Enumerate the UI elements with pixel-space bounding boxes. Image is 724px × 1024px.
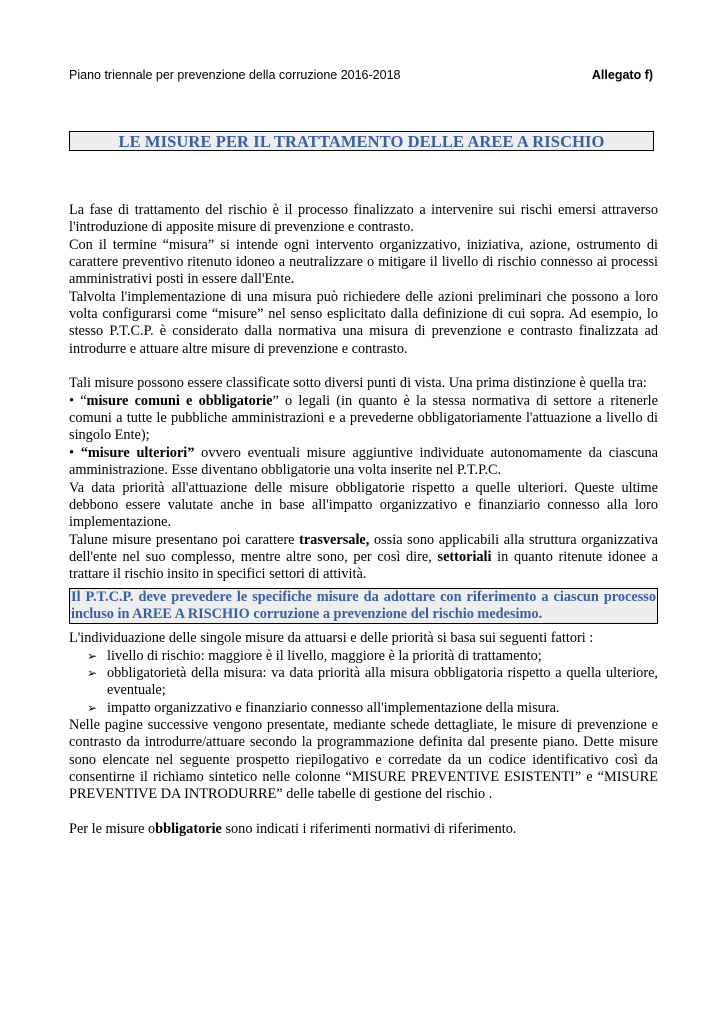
text-span: sono indicati i riferimenti normativi di riferimento. (221, 821, 517, 838)
text-span: Talune misure presentano poi carattere (69, 531, 300, 548)
bullet-item (69, 445, 658, 480)
header-attachment-label: Allegato f) (591, 68, 653, 82)
paragraph: Talvolta l'implementazione di una misura può richiedere delle azioni preliminari che possono a loro volta configurarsi come “misure” nel senso esplicitato dalla definizione di cui sopra. Ad esempio, lo stesso P.T.C.P. è considerato dalla normativa una misura di prevenzione e contrasto finalizzata ad introdurre e attuare altre misure di prevenzione e contrasto. (69, 288, 658, 357)
paragraph: Nelle pagine successive vengono presentate, mediante schede dettagliate, le misure di prevenzione e contrasto da introdurre/attuare secondo la programmazione definita dal presente piano. Dette misure sono elencate nel seguente prospetto riepilogativo e corredate da un codice identificativo così da consentirne il richiamo sintetico nelle colonne “MISURE PREVENTIVE ESISTENTI” e “MISURE PREVENTIVE DA INTRODURRE” delle tabelle di gestione del rischio . (69, 716, 658, 803)
list-item: ➢ livello di rischio: maggiore è il livello, maggiore è la priorità di trattamento; (87, 648, 658, 665)
section-title: LE MISURE PER IL TRATTAMENTO DELLE AREE A RISCHIO (69, 131, 654, 151)
highlight-box: Il P.T.C.P. deve prevedere le specifiche misure da adottare con riferimento a ciascun processo incluso in AREE A RISCHIO corruzione a prevenzione del rischio medesimo. (69, 588, 658, 625)
paragraph: La fase di trattamento del rischio è il processo finalizzato a intervenire sui rischi emersi attraverso l'introduzione di apposite misure di prevenzione e contrasto. (69, 202, 658, 236)
document-body (69, 202, 658, 838)
bullet-prefix: • “ (69, 392, 87, 409)
spacer (69, 358, 658, 375)
text-span: in quanto ritenute idonee a trattare il rischio insito in specifici settori di attività. (69, 548, 658, 583)
bold-term: bbligatorie (155, 821, 222, 838)
bold-term: settoriali (437, 548, 492, 565)
bold-term: trasversale, (299, 531, 370, 548)
text-span: Per le misure o (69, 821, 156, 838)
list-item: ➢ obbligatorietà della misura: va data priorità alla misura obbligatoria rispetto a quella ulteriore, eventuale; (87, 665, 658, 700)
bullet-prefix: • (69, 444, 81, 461)
paragraph: Tali misure possono essere classificate sotto diversi punti di vista. Una prima distinzione è quella tra: (69, 375, 647, 392)
bold-term: misure comuni e obbligatorie (86, 392, 273, 409)
paragraph: Va data priorità all'attuazione delle misure obbligatorie rispetto a quelle ulteriori. Queste ultime debbono essere valutate anche in base all'impatto organizzativo e finanziario connesso alla loro implementazione. (69, 479, 658, 531)
bullet-text: ovvero eventuali misure aggiuntive individuate autonomamente da ciascuna amministrazione. Esse diventano obbligatorie una volta inserite nel P.T.P.C. (69, 444, 659, 479)
factors-list (69, 648, 658, 717)
bold-term: “misure ulteriori” (80, 444, 195, 461)
bullet-item (69, 393, 658, 445)
header-document-title: Piano triennale per prevenzione della corruzione 2016-2018 (69, 68, 401, 82)
bullet-text: ” o legali (in quanto è la stessa normativa di settore a ritenerle comuni a tutte le pubbliche amministrazioni e a prevederne obbligatoriamente l'attuazione a livello di singolo Ente); (69, 392, 658, 444)
paragraph (69, 821, 658, 838)
list-item: ➢ impatto organizzativo e finanziario connesso all'implementazione della misura. (87, 700, 658, 717)
text-span: ossia sono applicabili alla struttura organizzativa dell'ente nel suo complesso, mentre altre sono, per così dire, (69, 531, 658, 565)
spacer (69, 804, 658, 821)
paragraph (69, 532, 658, 584)
paragraph: Con il termine “misura” si intende ogni intervento organizzativo, iniziativa, azione, ostrumento di carattere preventivo ritenuto idoneo a neutralizzare o mitigare il livello di rischio connesso ai processi amministrativi posti in essere dall'Ente. (69, 236, 658, 288)
paragraph: L'individuazione delle singole misure da attuarsi e delle priorità si basa sui seguenti fattori : (69, 630, 594, 647)
page-header (69, 68, 653, 82)
